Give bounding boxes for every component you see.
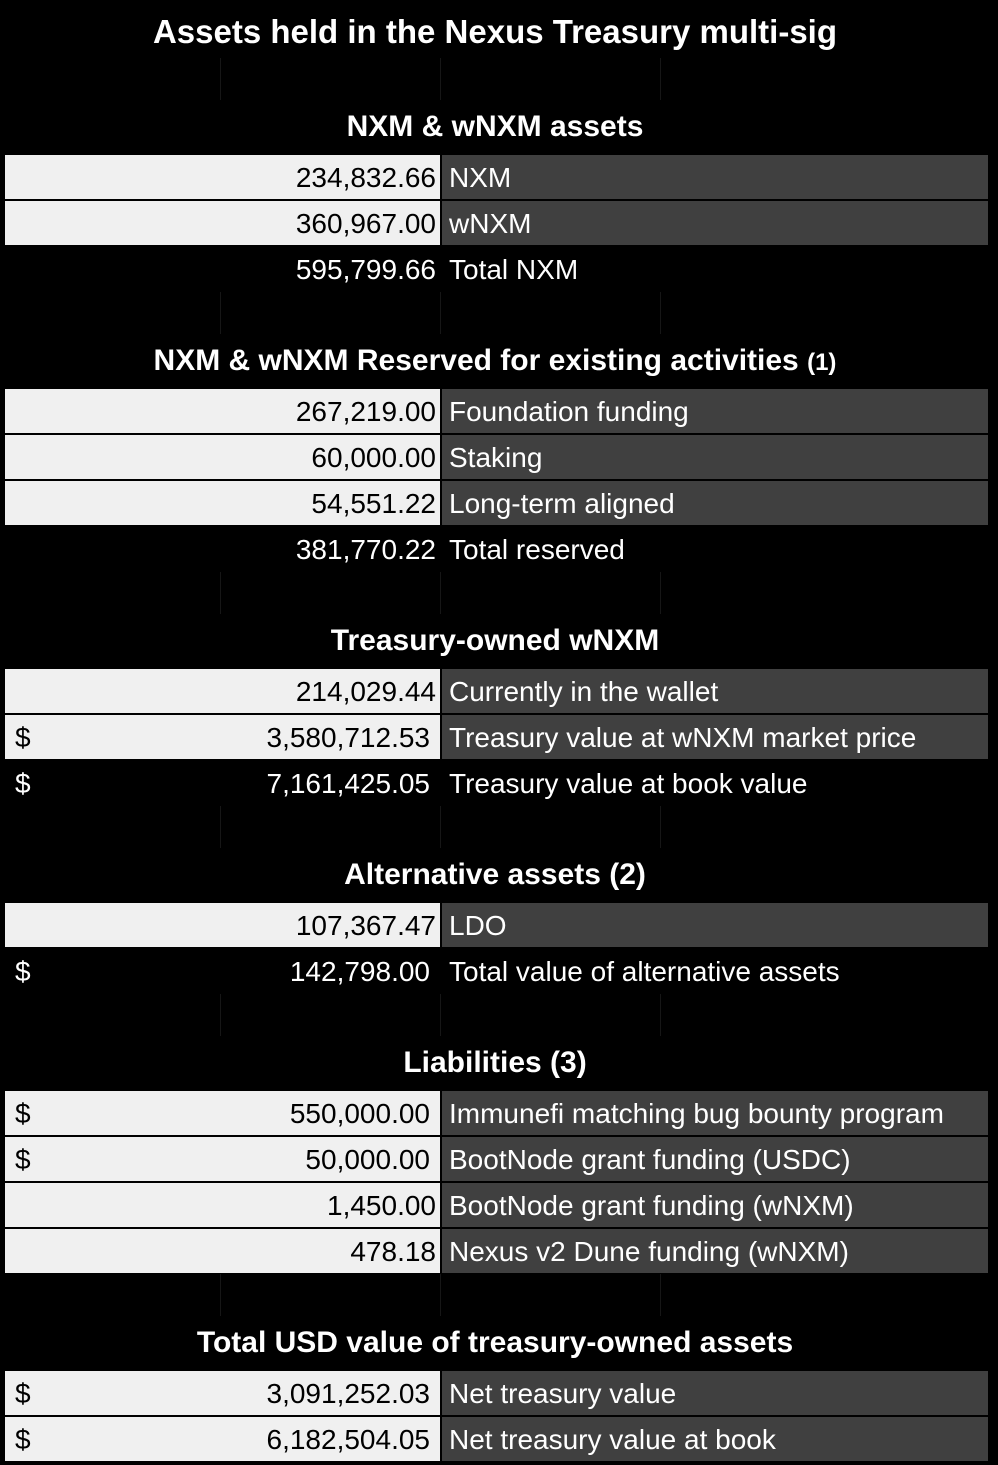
section-heading-text: Alternative assets (2)	[344, 858, 646, 891]
value-text: 50,000.00	[305, 1144, 430, 1175]
value-text: 6,182,504.05	[266, 1424, 430, 1455]
total-row	[5, 949, 988, 993]
value-cell	[5, 1371, 440, 1415]
value-cell	[5, 903, 440, 947]
value-text: 3,580,712.53	[266, 722, 430, 753]
value-cell	[5, 1183, 440, 1227]
value-text: 360,967.00	[295, 208, 436, 239]
label-cell: Currently in the wallet	[442, 669, 988, 713]
value-text: 1,450.00	[327, 1190, 436, 1221]
gridline	[660, 994, 661, 1036]
value-cell	[5, 1417, 440, 1461]
table-row	[5, 481, 988, 525]
value-cell	[5, 761, 440, 805]
value-text: 381,770.22	[295, 534, 436, 565]
label-cell: Foundation funding	[442, 389, 988, 433]
value-cell	[5, 715, 440, 759]
label-cell: Treasury value at book value	[449, 768, 808, 799]
currency-symbol: $	[15, 722, 31, 753]
value-cell	[5, 201, 440, 245]
page-title: Assets held in the Nexus Treasury multi-sig	[152, 13, 838, 50]
section-heading-text: Total USD value of treasury-owned assets	[196, 1326, 794, 1359]
value-cell	[5, 389, 440, 433]
value-text: 3,091,252.03	[266, 1378, 430, 1409]
table-row	[5, 155, 988, 199]
table-row	[5, 1229, 988, 1273]
value-cell	[5, 669, 440, 713]
total-row	[5, 247, 988, 291]
currency-symbol: $	[15, 1144, 31, 1175]
value-cell	[5, 481, 440, 525]
table-row	[5, 715, 988, 759]
value-cell	[5, 155, 440, 199]
gridline	[440, 1274, 441, 1316]
value-text: 7,161,425.05	[266, 768, 430, 799]
value-cell	[5, 435, 440, 479]
currency-symbol: $	[15, 1424, 31, 1455]
label-cell: Treasury value at wNXM market price	[442, 715, 988, 759]
currency-symbol: $	[15, 1378, 31, 1409]
label-cell: wNXM	[442, 201, 988, 245]
total-row	[5, 761, 988, 805]
section-heading-total-usd	[0, 1321, 990, 1365]
value-text: 107,367.47	[295, 910, 436, 941]
value-text: 595,799.66	[295, 254, 436, 285]
label-cell: Net treasury value	[442, 1371, 988, 1415]
value-text: 142,798.00	[289, 956, 430, 987]
gridline	[660, 292, 661, 334]
label-cell: Total value of alternative assets	[449, 956, 840, 987]
label-cell: Total NXM	[449, 254, 579, 285]
section-heading-text: NXM & wNXM Reserved for existing activities	[153, 344, 799, 377]
gridline	[220, 58, 221, 100]
label-cell: Long-term aligned	[442, 481, 988, 525]
currency-symbol: $	[15, 1098, 31, 1129]
gridline	[440, 806, 441, 848]
gridline	[660, 1274, 661, 1316]
label-cell: BootNode grant funding (wNXM)	[442, 1183, 988, 1227]
value-text: 60,000.00	[311, 442, 436, 473]
value-text: 54,551.22	[311, 488, 436, 519]
section-heading-alternative-assets	[0, 853, 990, 897]
gridline	[440, 572, 441, 614]
value-text: 214,029.44	[295, 676, 436, 707]
section-heading-reserved	[0, 339, 990, 385]
value-text: 550,000.00	[289, 1098, 430, 1129]
table-row	[5, 435, 988, 479]
label-cell: Immunefi matching bug bounty program	[442, 1091, 988, 1135]
label-cell: BootNode grant funding (USDC)	[442, 1137, 988, 1181]
table-row	[5, 389, 988, 433]
table-row	[5, 1183, 988, 1227]
value-cell	[5, 1229, 440, 1273]
section-heading-text: Treasury-owned wNXM	[330, 624, 660, 657]
gridline	[660, 58, 661, 100]
label-cell: LDO	[442, 903, 988, 947]
table-row	[5, 1371, 988, 1415]
label-cell: Total reserved	[449, 534, 625, 565]
gridline	[660, 572, 661, 614]
value-text: 234,832.66	[295, 162, 436, 193]
table-row	[5, 1137, 988, 1181]
gridline	[440, 292, 441, 334]
gridline	[440, 994, 441, 1036]
section-heading-nxm-assets	[0, 105, 990, 149]
section-heading-treasury-wnxm	[0, 619, 990, 663]
table-row	[5, 903, 988, 947]
gridline	[220, 994, 221, 1036]
label-cell: NXM	[442, 155, 988, 199]
table-row	[5, 669, 988, 713]
total-row	[5, 527, 988, 571]
value-cell	[5, 247, 440, 291]
currency-symbol: $	[15, 956, 31, 987]
table-row	[5, 1091, 988, 1135]
value-cell	[5, 527, 440, 571]
section-heading-text: NXM & wNXM assets	[346, 110, 644, 143]
value-cell	[5, 1137, 440, 1181]
gridline	[220, 292, 221, 334]
gridline	[660, 806, 661, 848]
value-text: 478.18	[350, 1236, 436, 1267]
value-text: 267,219.00	[295, 396, 436, 427]
label-cell: Nexus v2 Dune funding (wNXM)	[442, 1229, 988, 1273]
section-heading-liabilities	[0, 1041, 990, 1085]
table-row	[5, 201, 988, 245]
table-row	[5, 1417, 988, 1461]
gridline	[220, 572, 221, 614]
label-cell: Staking	[442, 435, 988, 479]
gridline	[440, 58, 441, 100]
currency-symbol: $	[15, 768, 31, 799]
value-cell	[5, 949, 440, 993]
value-cell	[5, 1091, 440, 1135]
section-heading-text: Liabilities (3)	[403, 1046, 587, 1079]
label-cell: Net treasury value at book	[442, 1417, 988, 1461]
footnote-marker: (1)	[807, 349, 837, 376]
gridline	[220, 806, 221, 848]
gridline	[220, 1274, 221, 1316]
